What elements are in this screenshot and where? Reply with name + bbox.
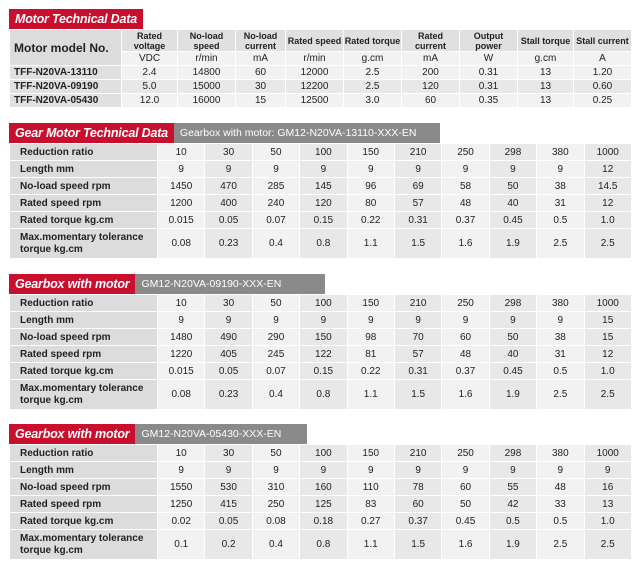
- data-cell: 50: [442, 496, 489, 513]
- motor-cell: 30: [236, 80, 286, 94]
- data-cell: 1.0: [584, 212, 631, 229]
- data-cell: 120: [300, 195, 347, 212]
- data-cell: 9: [300, 161, 347, 178]
- data-cell: 9: [584, 462, 631, 479]
- data-cell: 60: [394, 496, 441, 513]
- data-cell: 9: [442, 312, 489, 329]
- data-cell: 50: [252, 445, 299, 462]
- motor-model: TFF-N20VA-05430: [10, 94, 122, 108]
- data-cell: 9: [300, 462, 347, 479]
- data-cell: 100: [300, 144, 347, 161]
- data-cell: 48: [442, 346, 489, 363]
- motor-cell: 13: [518, 94, 574, 108]
- motor-cell: 5.0: [122, 80, 178, 94]
- data-cell: 0.8: [300, 530, 347, 560]
- data-cell: 0.23: [205, 380, 252, 410]
- data-cell: 9: [537, 161, 584, 178]
- data-cell: 1.5: [394, 530, 441, 560]
- data-cell: 55: [489, 479, 536, 496]
- data-cell: 490: [205, 329, 252, 346]
- motor-cell: 0.35: [460, 94, 518, 108]
- data-cell: 298: [489, 144, 536, 161]
- data-cell: 60: [442, 479, 489, 496]
- data-cell: 9: [537, 462, 584, 479]
- data-cell: 122: [300, 346, 347, 363]
- motor-header: Rated speed: [286, 30, 344, 52]
- data-cell: 250: [442, 295, 489, 312]
- data-cell: 9: [252, 462, 299, 479]
- row-label: No-load speed rpm: [10, 329, 158, 346]
- data-cell: 15: [584, 329, 631, 346]
- gear3-title: Gearbox with motor: [9, 424, 135, 444]
- motor-model: TFF-N20VA-13110: [10, 66, 122, 80]
- data-cell: 15: [584, 312, 631, 329]
- data-cell: 290: [252, 329, 299, 346]
- data-cell: 30: [205, 445, 252, 462]
- motor-header: Rated voltage: [122, 30, 178, 52]
- gear1-table: [9, 143, 632, 259]
- motor-title-bar: [9, 9, 632, 29]
- data-cell: 9: [489, 312, 536, 329]
- data-cell: 1.5: [394, 229, 441, 259]
- motor-header: Rated current: [402, 30, 460, 52]
- data-cell: 0.18: [300, 513, 347, 530]
- data-cell: 380: [537, 445, 584, 462]
- gear2-title-bar: [9, 274, 632, 294]
- motor-table: [9, 29, 632, 108]
- motor-section: [9, 9, 632, 108]
- gear3-subtitle: GM12-N20VA-05430-XXX-EN: [135, 424, 307, 444]
- data-cell: 0.015: [158, 363, 205, 380]
- motor-cell: 3.0: [344, 94, 402, 108]
- data-cell: 145: [300, 178, 347, 195]
- data-cell: 9: [252, 161, 299, 178]
- motor-cell: 60: [402, 94, 460, 108]
- data-cell: 1.6: [442, 380, 489, 410]
- data-cell: 57: [394, 346, 441, 363]
- data-cell: 0.31: [394, 363, 441, 380]
- row-label: Rated torque kg.cm: [10, 363, 158, 380]
- data-cell: 1000: [584, 144, 631, 161]
- gear1-subtitle: Gearbox with motor: GM12-N20VA-13110-XXX-EN: [174, 123, 440, 143]
- data-cell: 2.5: [537, 530, 584, 560]
- data-cell: 9: [394, 312, 441, 329]
- data-cell: 9: [158, 161, 205, 178]
- data-cell: 0.45: [489, 212, 536, 229]
- data-cell: 2.5: [584, 229, 631, 259]
- motor-unit: r/min: [286, 52, 344, 66]
- data-cell: 48: [442, 195, 489, 212]
- data-cell: 80: [347, 195, 394, 212]
- data-cell: 9: [252, 312, 299, 329]
- data-cell: 298: [489, 445, 536, 462]
- data-cell: 0.1: [158, 530, 205, 560]
- data-cell: 1.1: [347, 380, 394, 410]
- data-cell: 2.5: [584, 380, 631, 410]
- data-cell: 2.5: [584, 530, 631, 560]
- data-cell: 0.5: [537, 212, 584, 229]
- data-cell: 12: [584, 195, 631, 212]
- motor-cell: 15000: [178, 80, 236, 94]
- data-cell: 1.0: [584, 513, 631, 530]
- data-cell: 9: [442, 161, 489, 178]
- data-cell: 0.4: [252, 380, 299, 410]
- row-label: Rated torque kg.cm: [10, 212, 158, 229]
- data-cell: 1.9: [489, 530, 536, 560]
- data-cell: 400: [205, 195, 252, 212]
- data-cell: 1000: [584, 295, 631, 312]
- data-cell: 0.05: [205, 513, 252, 530]
- data-cell: 50: [489, 178, 536, 195]
- data-cell: 9: [158, 312, 205, 329]
- motor-model: TFF-N20VA-09190: [10, 80, 122, 94]
- data-cell: 0.05: [205, 363, 252, 380]
- motor-cell: 12.0: [122, 94, 178, 108]
- row-label: No-load speed rpm: [10, 178, 158, 195]
- motor-unit: mA: [402, 52, 460, 66]
- data-cell: 0.08: [158, 229, 205, 259]
- motor-cell: 0.25: [574, 94, 632, 108]
- data-cell: 40: [489, 195, 536, 212]
- row-label: Rated speed rpm: [10, 346, 158, 363]
- motor-cell: 12000: [286, 66, 344, 80]
- data-cell: 48: [537, 479, 584, 496]
- data-cell: 0.02: [158, 513, 205, 530]
- data-cell: 380: [537, 295, 584, 312]
- data-cell: 1.5: [394, 380, 441, 410]
- data-cell: 9: [347, 312, 394, 329]
- data-cell: 9: [394, 161, 441, 178]
- motor-cell: 2.4: [122, 66, 178, 80]
- data-cell: 1.6: [442, 530, 489, 560]
- gear1-section: [9, 123, 632, 259]
- data-cell: 50: [489, 329, 536, 346]
- data-cell: 0.27: [347, 513, 394, 530]
- motor-unit: VDC: [122, 52, 178, 66]
- data-cell: 310: [252, 479, 299, 496]
- data-cell: 1.1: [347, 530, 394, 560]
- motor-cell: 1.20: [574, 66, 632, 80]
- data-cell: 98: [347, 329, 394, 346]
- gear1-title: Gear Motor Technical Data: [9, 123, 174, 143]
- data-cell: 9: [205, 462, 252, 479]
- data-cell: 0.8: [300, 229, 347, 259]
- motor-cell: 0.31: [460, 80, 518, 94]
- data-cell: 69: [394, 178, 441, 195]
- data-cell: 13: [584, 496, 631, 513]
- motor-cell: 14800: [178, 66, 236, 80]
- data-cell: 9: [347, 161, 394, 178]
- motor-cell: 2.5: [344, 80, 402, 94]
- data-cell: 0.22: [347, 212, 394, 229]
- motor-header: Stall torque: [518, 30, 574, 52]
- data-cell: 0.5: [537, 363, 584, 380]
- data-cell: 9: [158, 462, 205, 479]
- data-cell: 240: [252, 195, 299, 212]
- data-cell: 16: [584, 479, 631, 496]
- data-cell: 0.07: [252, 212, 299, 229]
- data-cell: 57: [394, 195, 441, 212]
- data-cell: 530: [205, 479, 252, 496]
- data-cell: 1000: [584, 445, 631, 462]
- row-label: Max.momentary tolerance torque kg.cm: [10, 229, 158, 259]
- gear3-title-bar: [9, 424, 632, 444]
- motor-cell: 16000: [178, 94, 236, 108]
- gear2-section: [9, 274, 632, 410]
- data-cell: 1.0: [584, 363, 631, 380]
- row-label: Rated torque kg.cm: [10, 513, 158, 530]
- data-cell: 2.5: [537, 380, 584, 410]
- motor-cell: 12500: [286, 94, 344, 108]
- data-cell: 2.5: [537, 229, 584, 259]
- data-cell: 0.2: [205, 530, 252, 560]
- data-cell: 1450: [158, 178, 205, 195]
- data-cell: 125: [300, 496, 347, 513]
- data-cell: 0.15: [300, 212, 347, 229]
- data-cell: 150: [347, 445, 394, 462]
- row-label: Reduction ratio: [10, 144, 158, 161]
- data-cell: 10: [158, 295, 205, 312]
- data-cell: 405: [205, 346, 252, 363]
- data-cell: 100: [300, 445, 347, 462]
- data-cell: 0.37: [442, 363, 489, 380]
- data-cell: 1.6: [442, 229, 489, 259]
- motor-cell: 13: [518, 80, 574, 94]
- data-cell: 0.05: [205, 212, 252, 229]
- data-cell: 0.45: [442, 513, 489, 530]
- data-cell: 1480: [158, 329, 205, 346]
- motor-model-label: Motor model No.: [10, 30, 122, 66]
- motor-unit: g.cm: [344, 52, 402, 66]
- data-cell: 245: [252, 346, 299, 363]
- motor-cell: 15: [236, 94, 286, 108]
- data-cell: 0.23: [205, 229, 252, 259]
- motor-title: Motor Technical Data: [9, 9, 143, 29]
- motor-cell: 0.60: [574, 80, 632, 94]
- gear3-section: [9, 424, 632, 560]
- data-cell: 285: [252, 178, 299, 195]
- data-cell: 1.9: [489, 229, 536, 259]
- data-cell: 14.5: [584, 178, 631, 195]
- data-cell: 0.37: [442, 212, 489, 229]
- motor-header: No-load current: [236, 30, 286, 52]
- data-cell: 33: [537, 496, 584, 513]
- data-cell: 1.1: [347, 229, 394, 259]
- data-cell: 96: [347, 178, 394, 195]
- data-cell: 30: [205, 295, 252, 312]
- data-cell: 0.37: [394, 513, 441, 530]
- row-label: No-load speed rpm: [10, 479, 158, 496]
- row-label: Max.momentary tolerance torque kg.cm: [10, 380, 158, 410]
- data-cell: 0.5: [489, 513, 536, 530]
- data-cell: 10: [158, 144, 205, 161]
- data-cell: 470: [205, 178, 252, 195]
- data-cell: 100: [300, 295, 347, 312]
- data-cell: 0.4: [252, 530, 299, 560]
- data-cell: 0.5: [537, 513, 584, 530]
- row-label: Rated speed rpm: [10, 496, 158, 513]
- data-cell: 298: [489, 295, 536, 312]
- motor-cell: 0.31: [460, 66, 518, 80]
- motor-unit: A: [574, 52, 632, 66]
- data-cell: 9: [537, 312, 584, 329]
- data-cell: 30: [205, 144, 252, 161]
- data-cell: 31: [537, 195, 584, 212]
- data-cell: 0.45: [489, 363, 536, 380]
- motor-unit: W: [460, 52, 518, 66]
- data-cell: 150: [347, 295, 394, 312]
- data-cell: 40: [489, 346, 536, 363]
- gear2-subtitle: GM12-N20VA-09190-XXX-EN: [135, 274, 325, 294]
- data-cell: 9: [489, 462, 536, 479]
- data-cell: 1200: [158, 195, 205, 212]
- gear2-title: Gearbox with motor: [9, 274, 135, 294]
- motor-unit: mA: [236, 52, 286, 66]
- motor-cell: 12200: [286, 80, 344, 94]
- data-cell: 70: [394, 329, 441, 346]
- data-cell: 150: [300, 329, 347, 346]
- data-cell: 210: [394, 295, 441, 312]
- data-cell: 250: [252, 496, 299, 513]
- data-cell: 0.07: [252, 363, 299, 380]
- data-cell: 210: [394, 445, 441, 462]
- gear2-table: [9, 294, 632, 410]
- row-label: Length mm: [10, 161, 158, 178]
- row-label: Length mm: [10, 462, 158, 479]
- data-cell: 160: [300, 479, 347, 496]
- data-cell: 38: [537, 329, 584, 346]
- row-label: Rated speed rpm: [10, 195, 158, 212]
- data-cell: 58: [442, 178, 489, 195]
- data-cell: 1220: [158, 346, 205, 363]
- data-cell: 380: [537, 144, 584, 161]
- row-label: Length mm: [10, 312, 158, 329]
- data-cell: 1250: [158, 496, 205, 513]
- data-cell: 415: [205, 496, 252, 513]
- data-cell: 81: [347, 346, 394, 363]
- motor-header: No-load speed: [178, 30, 236, 52]
- data-cell: 210: [394, 144, 441, 161]
- data-cell: 38: [537, 178, 584, 195]
- data-cell: 250: [442, 445, 489, 462]
- motor-header: Rated torque: [344, 30, 402, 52]
- data-cell: 12: [584, 161, 631, 178]
- data-cell: 0.31: [394, 212, 441, 229]
- data-cell: 0.22: [347, 363, 394, 380]
- row-label: Reduction ratio: [10, 445, 158, 462]
- motor-unit: g.cm: [518, 52, 574, 66]
- data-cell: 9: [442, 462, 489, 479]
- row-label: Reduction ratio: [10, 295, 158, 312]
- data-cell: 31: [537, 346, 584, 363]
- motor-cell: 120: [402, 80, 460, 94]
- row-label: Max.momentary tolerance torque kg.cm: [10, 530, 158, 560]
- motor-header: Stall current: [574, 30, 632, 52]
- data-cell: 0.08: [158, 380, 205, 410]
- data-cell: 50: [252, 144, 299, 161]
- data-cell: 10: [158, 445, 205, 462]
- motor-cell: 13: [518, 66, 574, 80]
- data-cell: 60: [442, 329, 489, 346]
- data-cell: 9: [489, 161, 536, 178]
- data-cell: 250: [442, 144, 489, 161]
- data-cell: 1.9: [489, 380, 536, 410]
- data-cell: 0.4: [252, 229, 299, 259]
- data-cell: 9: [394, 462, 441, 479]
- motor-cell: 60: [236, 66, 286, 80]
- data-cell: 9: [205, 161, 252, 178]
- motor-cell: 2.5: [344, 66, 402, 80]
- gear3-table: [9, 444, 632, 560]
- data-cell: 0.8: [300, 380, 347, 410]
- motor-cell: 200: [402, 66, 460, 80]
- data-cell: 78: [394, 479, 441, 496]
- data-cell: 110: [347, 479, 394, 496]
- data-cell: 83: [347, 496, 394, 513]
- motor-header: Output power: [460, 30, 518, 52]
- data-cell: 42: [489, 496, 536, 513]
- motor-unit: r/min: [178, 52, 236, 66]
- data-cell: 9: [300, 312, 347, 329]
- data-cell: 0.08: [252, 513, 299, 530]
- data-cell: 12: [584, 346, 631, 363]
- data-cell: 50: [252, 295, 299, 312]
- data-cell: 0.15: [300, 363, 347, 380]
- data-cell: 9: [347, 462, 394, 479]
- data-cell: 0.015: [158, 212, 205, 229]
- data-cell: 1550: [158, 479, 205, 496]
- gear1-title-bar: [9, 123, 632, 143]
- data-cell: 9: [205, 312, 252, 329]
- data-cell: 150: [347, 144, 394, 161]
